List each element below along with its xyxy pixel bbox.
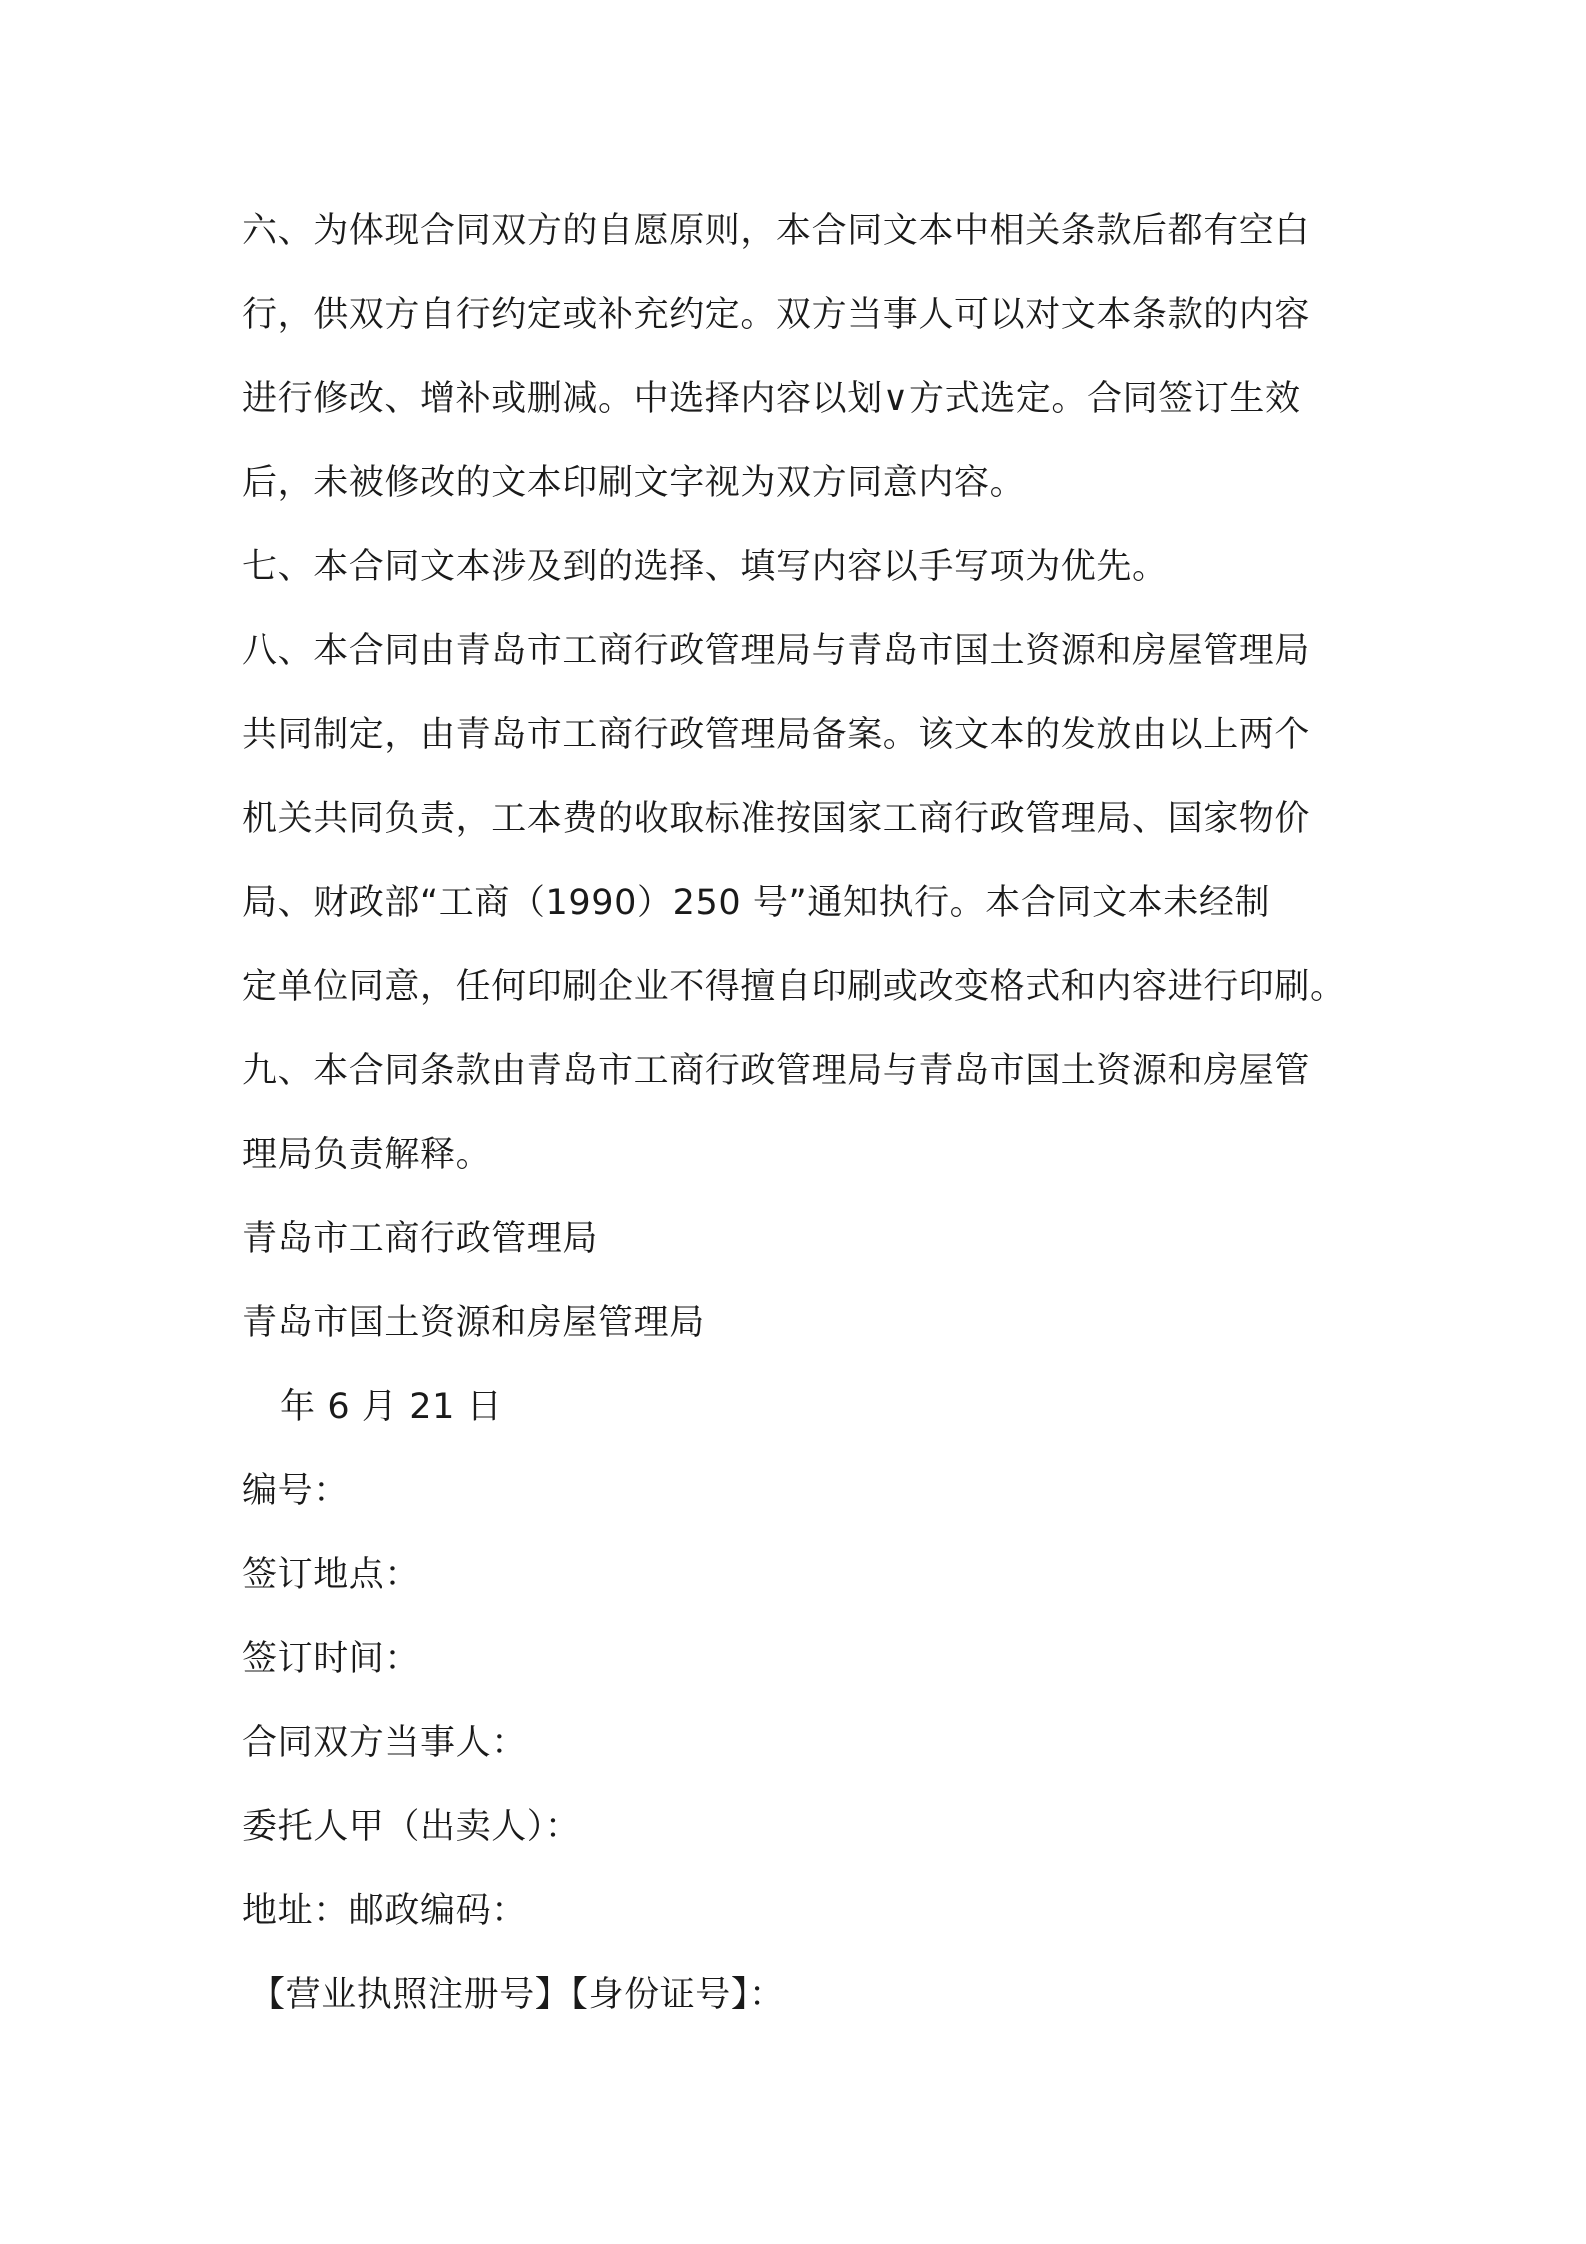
contract-parties-label: 合同双方当事人： bbox=[242, 1723, 527, 1763]
clause-8-line-2: 共同制定，由青岛市工商行政管理局备案。该文本的发放由以上两个 bbox=[242, 715, 1311, 755]
document-body bbox=[242, 189, 1442, 2037]
signing-time-label: 签订时间： bbox=[242, 1639, 421, 1679]
issuer-commerce-bureau: 青岛市工商行政管理局 bbox=[242, 1219, 599, 1259]
clause-9-line-1: 九、本合同条款由青岛市工商行政管理局与青岛市国土资源和房屋管 bbox=[242, 1051, 1311, 1091]
issuer-land-housing-bureau: 青岛市国土资源和房屋管理局 bbox=[242, 1303, 705, 1343]
clause-6-line-4: 后，未被修改的文本印刷文字视为双方同意内容。 bbox=[242, 463, 1026, 503]
signing-place-label: 签订地点： bbox=[242, 1555, 421, 1595]
clause-6 bbox=[242, 189, 1442, 525]
clause-6-line-2: 行，供双方自行约定或补充约定。双方当事人可以对文本条款的内容 bbox=[242, 295, 1311, 335]
contract-number-label: 编号： bbox=[242, 1471, 349, 1511]
clause-8-line-3: 机关共同负责，工本费的收取标准按国家工商行政管理局、国家物价 bbox=[242, 799, 1311, 839]
clause-6-line-1: 六、为体现合同双方的自愿原则，本合同文本中相关条款后都有空白 bbox=[242, 211, 1311, 251]
address-postcode-label: 地址：邮政编码： bbox=[242, 1891, 527, 1931]
clause-6-line-3: 进行修改、增补或删减。中选择内容以划∨方式选定。合同签订生效 bbox=[242, 379, 1301, 419]
issue-date: 年 6 月 21 日 bbox=[280, 1387, 503, 1427]
issuers bbox=[242, 1197, 1442, 1365]
license-id-number-label: 【营业执照注册号】【身份证号】： bbox=[250, 1975, 785, 2015]
clause-7-line-1: 七、本合同文本涉及到的选择、填写内容以手写项为优先。 bbox=[242, 547, 1168, 587]
clause-8 bbox=[242, 609, 1442, 1029]
clause-8-line-1: 八、本合同由青岛市工商行政管理局与青岛市国土资源和房屋管理局 bbox=[242, 631, 1311, 671]
clause-9-line-2: 理局负责解释。 bbox=[242, 1135, 492, 1175]
clause-9 bbox=[242, 1029, 1442, 1197]
clause-7 bbox=[242, 525, 1442, 609]
clause-8-line-5: 定单位同意，任何印刷企业不得擅自印刷或改变格式和内容进行印刷。 bbox=[242, 967, 1346, 1007]
clause-8-line-4: 局、财政部“工商（1990）250 号”通知执行。本合同文本未经制 bbox=[242, 883, 1271, 923]
contract-fields bbox=[242, 1449, 1442, 2037]
party-a-seller-label: 委托人甲（出卖人）： bbox=[242, 1807, 581, 1847]
